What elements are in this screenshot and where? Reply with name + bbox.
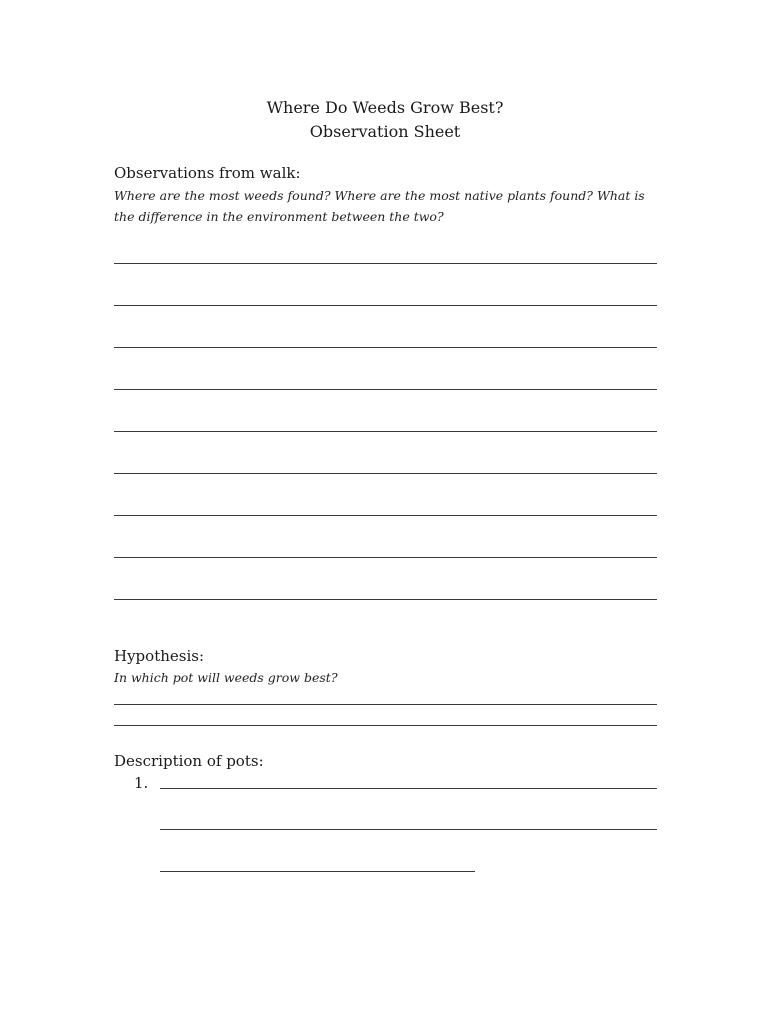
hypothesis-answer-line[interactable] (114, 725, 657, 726)
hypothesis-heading: Hypothesis: (114, 647, 204, 665)
observation-answer-line[interactable] (114, 305, 657, 306)
observation-answer-line[interactable] (114, 347, 657, 348)
hypothesis-question: In which pot will weeds grow best? (114, 670, 338, 685)
page-subtitle: Observation Sheet (309, 122, 461, 141)
pots-heading: Description of pots: (114, 752, 264, 770)
pot-description-line[interactable] (160, 788, 657, 789)
pot-description-line[interactable] (160, 829, 657, 830)
observation-answer-line[interactable] (114, 599, 657, 600)
pot-item-number: 1. (134, 774, 149, 792)
observations-heading: Observations from walk: (114, 164, 301, 182)
observation-answer-line[interactable] (114, 431, 657, 432)
observation-answer-line[interactable] (114, 389, 657, 390)
observation-answer-line[interactable] (114, 557, 657, 558)
page-title: Where Do Weeds Grow Best? (266, 98, 504, 117)
observation-answer-line[interactable] (114, 473, 657, 474)
observations-question: Where are the most weeds found? Where are the most native plants found? What is the difference in the environment between the two? (114, 188, 645, 224)
observation-answer-line[interactable] (114, 515, 657, 516)
pot-description-line[interactable] (160, 871, 475, 872)
observation-answer-line[interactable] (114, 263, 657, 264)
hypothesis-answer-line[interactable] (114, 704, 657, 705)
